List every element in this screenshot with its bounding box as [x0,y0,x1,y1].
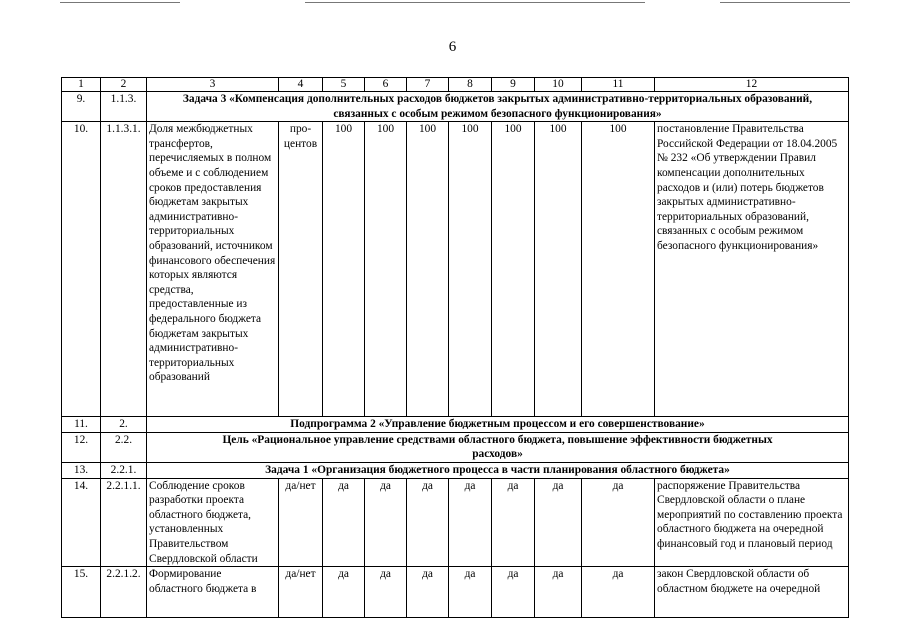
value-cell: да [407,567,449,618]
indicator-unit: да/нет [279,567,323,618]
row-number: 13. [62,462,101,478]
page-number: 6 [448,39,457,55]
row-number: 12. [62,432,101,462]
value-cell: да [492,478,535,567]
header-cell: 6 [365,78,407,92]
row-code: 1.1.3.1. [101,122,147,417]
section-title: Цель «Рациональное управление средствами областного бюджета, повышение эффективности бюджетных расходов» [147,432,849,462]
header-cell: 7 [407,78,449,92]
value-cell: да [365,478,407,567]
value-cell: 100 [449,122,492,417]
value-cell: да [407,478,449,567]
row-number: 14. [62,478,101,567]
indicator-source: распоряжение Правительства Свердловской области о плане мероприятий по составлению проекта областного бюджета на очередной финансовый год и плановый период [655,478,849,567]
value-cell: 100 [407,122,449,417]
table-row-10 [62,122,849,417]
header-cell: 8 [449,78,492,92]
header-cell: 5 [323,78,365,92]
indicator-name: Доля межбюджетных трансфертов, перечисляемых в полном объеме и с соблюдением сроков предоставления бюджетам закрытых административно-территориальных образований, источником финансового обеспечения которых являются средства, предоставленные из федерального бюджета бюджетам закрытых административно-территориальных образований [147,122,279,417]
header-cell: 11 [582,78,655,92]
table-row-15 [62,567,849,618]
row-code: 2. [101,417,147,433]
row-number: 11. [62,417,101,433]
row-code: 2.2.1.1. [101,478,147,567]
indicator-name: Формирование областного бюджета в [147,567,279,618]
value-cell: 100 [323,122,365,417]
header-cell: 3 [147,78,279,92]
header-row [62,78,849,92]
value-cell: да [323,567,365,618]
indicator-unit: про-центов [279,122,323,417]
header-cell: 12 [655,78,849,92]
table-row-12 [62,432,849,462]
section-title: Подпрограмма 2 «Управление бюджетным процессом и его совершенствование» [147,417,849,433]
row-code: 1.1.3. [101,92,147,122]
value-cell: да [449,567,492,618]
value-cell: 100 [582,122,655,417]
row-number: 15. [62,567,101,618]
value-cell: да [449,478,492,567]
value-cell: да [492,567,535,618]
header-cell: 1 [62,78,101,92]
row-number: 10. [62,122,101,417]
table-row-14 [62,478,849,567]
top-rule-left [60,2,180,3]
section-title: Задача 1 «Организация бюджетного процесса в части планирования областного бюджета» [147,462,849,478]
table-row-13 [62,462,849,478]
value-cell: да [535,567,582,618]
indicator-name: Соблюдение сроков разработки проекта областного бюджета, установленных Правительством Свердловской области [147,478,279,567]
value-cell: да [323,478,365,567]
value-cell: 100 [492,122,535,417]
top-rule-right [720,2,850,3]
indicators-table [61,77,849,618]
header-cell: 9 [492,78,535,92]
table-row-9 [62,92,849,122]
indicator-unit: да/нет [279,478,323,567]
table-row-11 [62,417,849,433]
value-cell: 100 [535,122,582,417]
value-cell: да [535,478,582,567]
value-cell: да [582,478,655,567]
row-code: 2.2.1.2. [101,567,147,618]
value-cell: да [582,567,655,618]
header-cell: 2 [101,78,147,92]
header-cell: 10 [535,78,582,92]
value-cell: 100 [365,122,407,417]
header-cell: 4 [279,78,323,92]
row-code: 2.2.1. [101,462,147,478]
row-code: 2.2. [101,432,147,462]
section-title: Задача 3 «Компенсация дополнительных расходов бюджетов закрытых административно-территориальных образований, связанных с особым режимом безопасного функционирования» [147,92,849,122]
indicator-source: закон Свердловской области об областном бюджете на очередной [655,567,849,618]
value-cell: да [365,567,407,618]
row-number: 9. [62,92,101,122]
indicator-source: постановление Правительства Российской Федерации от 18.04.2005 № 232 «Об утверждении Правил компенсации дополнительных расходов и (или) потерь бюджетов закрытых административно-территориальных образований, связанных с особым режимом безопасного функционирования» [655,122,849,417]
top-rule-mid [305,2,645,3]
